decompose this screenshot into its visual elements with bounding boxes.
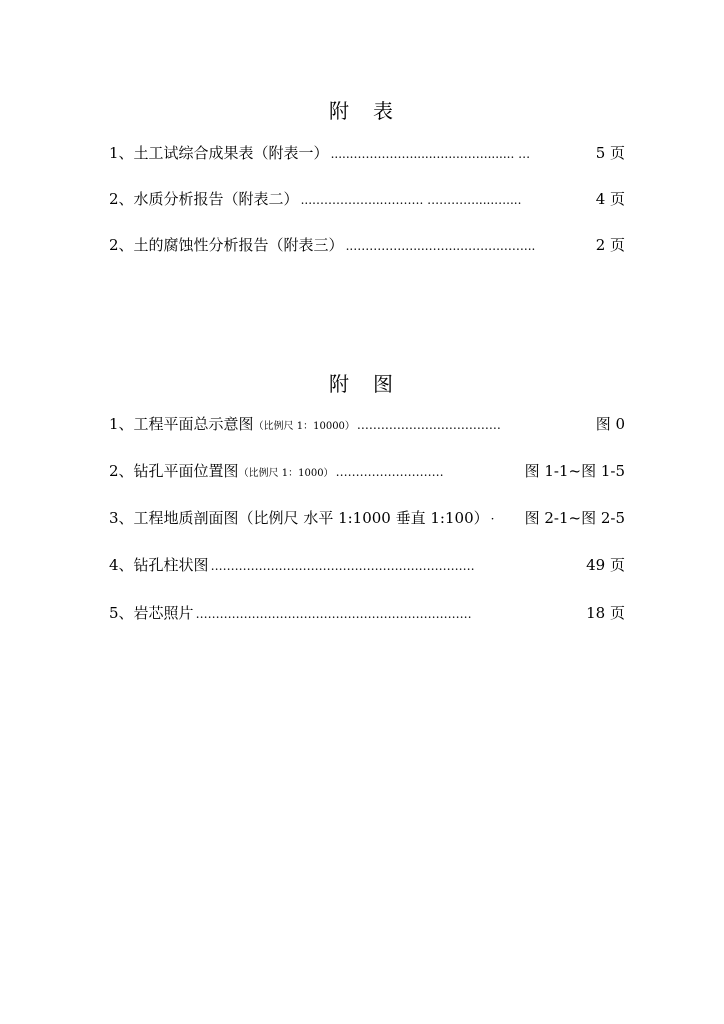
entry-page: 图 2-1~图 2-5 [524, 509, 625, 527]
dot-leader: ...……………...………. ………….....….... [300, 193, 522, 207]
entry-number: 4、 [109, 556, 134, 574]
entry-page: 图 1-1~图 1-5 [524, 462, 625, 480]
toc-entry-figure-1 [109, 414, 625, 437]
appendix-tables-title: 附 表 [329, 99, 395, 123]
entry-label: 工程地质剖面图（比例尺 水平 1:1000 垂直 1:100） [133, 509, 489, 527]
entry-number: 1、 [109, 415, 134, 433]
entry-label: 钻孔平面位置图 [133, 462, 239, 480]
dot-leader: ..……………...……...……….……... [345, 239, 536, 253]
entry-number: 2、 [109, 462, 134, 480]
entry-label: 土工试综合成果表（附表一） [133, 144, 329, 162]
toc-entry-table-1 [109, 143, 625, 164]
toc-entry-table-2 [109, 189, 625, 210]
entry-page: 5 页 [595, 144, 625, 162]
dot-leader: ……………………………… [356, 418, 501, 432]
entry-page: 图 0 [595, 415, 625, 433]
toc-entry-table-3 [109, 235, 625, 256]
dot-leader: · [490, 512, 495, 526]
entry-page: 4 页 [595, 190, 625, 208]
entry-page: 49 页 [586, 556, 625, 574]
entry-label: 工程平面总示意图 [133, 415, 254, 433]
entry-page: 18 页 [586, 604, 625, 622]
entry-number: 3、 [109, 509, 134, 527]
dot-leader: ………………………………………………………… [210, 559, 475, 573]
entry-number: 2、 [109, 190, 134, 208]
entry-label: 钻孔柱状图 [133, 556, 209, 574]
entry-scale-note: （比例尺 1：10000） [253, 421, 355, 432]
toc-entry-figure-4 [109, 555, 625, 576]
entry-scale-note: （比例尺 1：1000） [238, 468, 334, 479]
dot-leader: ......……………......…...……........ … [330, 147, 531, 161]
entry-label: 岩芯照片 [133, 604, 194, 622]
entry-number: 2、 [109, 236, 134, 254]
toc-entry-figure-2 [109, 461, 625, 484]
entry-label: 水质分析报告（附表二） [133, 190, 299, 208]
appendix-figures-title: 附 图 [329, 372, 395, 396]
toc-entry-figure-3 [109, 508, 625, 529]
entry-page: 2 页 [595, 236, 625, 254]
entry-number: 5、 [109, 604, 134, 622]
dot-leader: …………………………………………………………… [195, 607, 472, 621]
entry-label: 土的腐蚀性分析报告（附表三） [133, 236, 344, 254]
toc-entry-figure-5 [109, 603, 625, 624]
entry-number: 1、 [109, 144, 134, 162]
dot-leader: ……………………… [335, 465, 444, 479]
